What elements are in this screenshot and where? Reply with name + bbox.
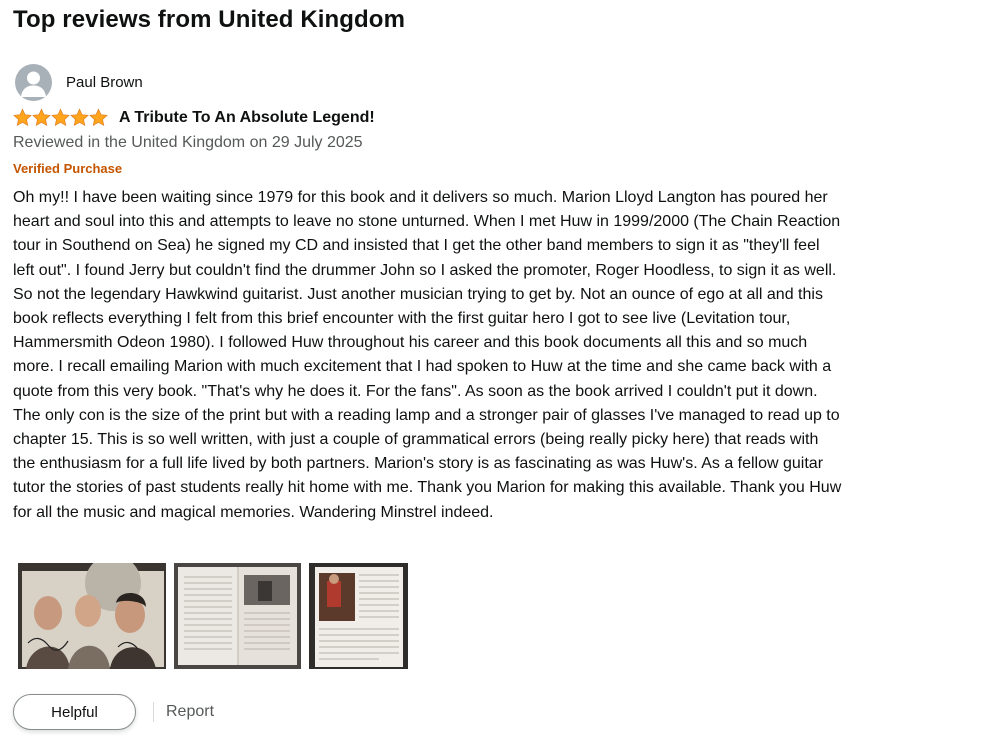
verified-purchase-badge: Verified Purchase	[13, 161, 123, 176]
helpful-button[interactable]: Helpful	[13, 694, 136, 730]
star-icon	[32, 108, 51, 127]
star-icon	[89, 108, 108, 127]
star-icon	[51, 108, 70, 127]
report-link[interactable]: Report	[166, 703, 215, 720]
action-divider	[153, 702, 154, 722]
star-icon	[13, 108, 32, 127]
reviewer-name[interactable]: Paul Brown	[66, 74, 143, 91]
review-image-thumbnail[interactable]	[309, 563, 408, 669]
star-rating[interactable]	[13, 108, 108, 127]
rating-row	[13, 108, 375, 127]
section-heading: Top reviews from United Kingdom	[13, 6, 406, 33]
star-icon	[70, 108, 89, 127]
user-icon	[15, 64, 52, 101]
review-image-thumbnail[interactable]	[18, 563, 166, 669]
review-date: Reviewed in the United Kingdom on 29 July 2025	[13, 134, 363, 151]
review-body: Oh my!! I have been waiting since 1979 for this book and it delivers so much. Marion Lloyd Langton has poured her heart and soul into this and attempts to leave no stone unturned. When I met Huw in 1999/2000 (The Chain Reaction tour in Southend on Sea) he signed my CD and insisted that I get the other band members to sign it as "they'll feel left out". I found Jerry but couldn't find the drummer John so I asked the promoter, Roger Hoodless, to sign it as well. So not the legendary Hawkwind guitarist. Just another musician trying to get by. Not an ounce of ego at all and this book reflects everything I felt from this brief encounter with the first guitar hero I got to see live (Levitation tour, Hammersmith Odeon 1980). I followed Huw throughout his career and this book documents all this and so much more. I recall emailing Marion with much excitement that I had spoken to Huw at the time and she came back with a quote from this very book. "That's why he does it. For the fans". As soon as the book arrived I couldn't put it down. The only con is the size of the print but with a reading lamp and a stronger pair of glasses I've managed to read up to chapter 15. This is so well written, with just a couple of grammatical errors (being really picky here) that reads with the enthusiasm for a full life lived by both partners. Marion's story is as fascinating as was Huw's. As a fellow guitar tutor the stories of past students really hit home with me. Thank you Marion for making this available. Thank you Huw for all the music and magical memories. Wandering Minstrel indeed.	[13, 189, 842, 521]
reviewer-profile[interactable]	[15, 64, 143, 101]
review-title[interactable]: A Tribute To An Absolute Legend!	[119, 108, 375, 126]
avatar	[15, 64, 52, 101]
review-actions	[13, 694, 214, 730]
review-image-thumbnail[interactable]	[174, 563, 301, 669]
review-images	[18, 563, 416, 669]
